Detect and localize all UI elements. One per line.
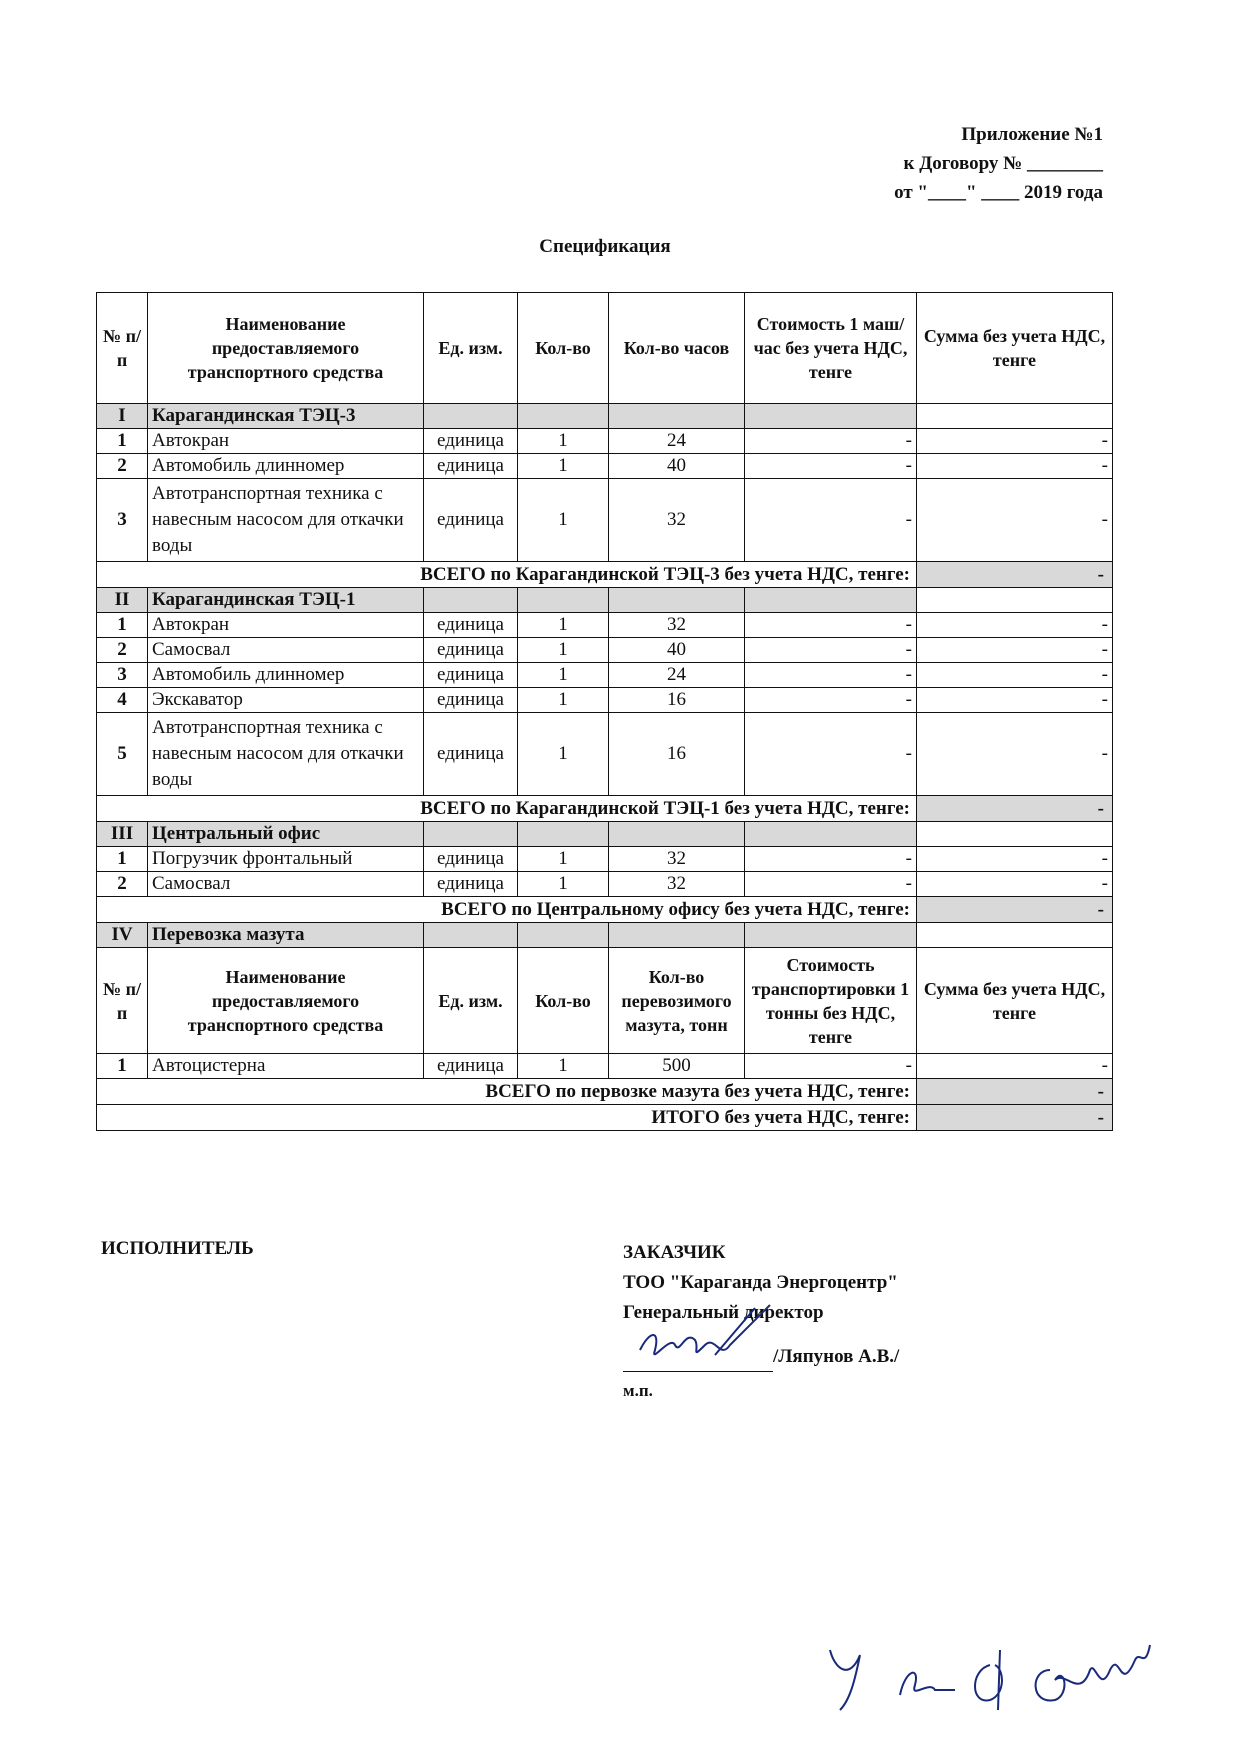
row-cost: - [745,638,917,663]
row-num: 1 [97,613,148,638]
table-row [97,872,1113,897]
section-total-value: - [917,796,1113,822]
appendix-header [894,120,1103,207]
col-header-cost: Стоимость транспортировки 1 тонны без НДС, тенге [745,948,917,1054]
row-sum: - [917,847,1113,872]
section-header-row [97,404,1113,429]
row-hours: 32 [609,847,745,872]
page-initials [820,1610,1180,1720]
row-qty: 1 [518,872,609,897]
grand-total-label: ИТОГО без учета НДС, тенге: [97,1105,917,1131]
section-total-label: ВСЕГО по Карагандинской ТЭЦ-1 без учета НДС, тенге: [97,796,917,822]
row-unit: единица [424,663,518,688]
section-total-value: - [917,562,1113,588]
row-qty: 1 [518,429,609,454]
row-qty: 1 [518,479,609,562]
section-total-label: ВСЕГО по Карагандинской ТЭЦ-3 без учета НДС, тенге: [97,562,917,588]
customer-title: ЗАКАЗЧИК [623,1242,726,1263]
table-row [97,1054,1113,1079]
row-num: 3 [97,663,148,688]
row-unit: единица [424,872,518,897]
row-name: Автокран [148,613,424,638]
row-sum: - [917,454,1113,479]
row-num: 2 [97,638,148,663]
table-row [97,613,1113,638]
row-unit: единица [424,688,518,713]
row-name: Самосвал [148,638,424,663]
section-total-label: ВСЕГО по первозке мазута без учета НДС, тенге: [97,1079,917,1105]
row-hours: 32 [609,613,745,638]
table-row [97,429,1113,454]
col-header-name: Наименование предоставляемого транспортного средства [148,293,424,404]
row-unit: единица [424,613,518,638]
row-sum: - [917,429,1113,454]
customer-organization: ТОО "Караганда Энергоцентр" [623,1272,898,1293]
table-subheader-row [97,948,1113,1054]
grand-total-row [97,1105,1113,1131]
row-name: Погрузчик фронтальный [148,847,424,872]
section-name: Перевозка мазута [148,923,424,948]
row-num: 3 [97,479,148,562]
col-header-sum: Сумма без учета НДС, тенге [917,948,1113,1054]
signatory-name: /Ляпунов А.В./ [773,1346,900,1367]
grand-total-value: - [917,1105,1113,1131]
row-hours: 16 [609,688,745,713]
row-hours: 24 [609,429,745,454]
col-header-num: № п/п [97,293,148,404]
row-unit: единица [424,1054,518,1079]
row-name: Автотранспортная техника с навесным насосом для откачки воды [148,713,424,796]
row-qty: 1 [518,454,609,479]
row-hours: 32 [609,872,745,897]
section-name: Карагандинская ТЭЦ-1 [148,588,424,613]
row-unit: единица [424,847,518,872]
row-sum: - [917,613,1113,638]
section-total-row [97,897,1113,923]
row-num: 5 [97,713,148,796]
section-header-row [97,923,1113,948]
contract-date: от "____" ____ 2019 года [894,182,1103,203]
row-unit: единица [424,638,518,663]
executor-title: ИСПОЛНИТЕЛЬ [101,1238,254,1259]
table-row [97,454,1113,479]
section-total-row [97,1079,1113,1105]
section-total-value: - [917,897,1113,923]
row-cost: - [745,454,917,479]
row-qty: 1 [518,1054,609,1079]
row-unit: единица [424,479,518,562]
table-row [97,713,1113,796]
stamp-place: м.п. [623,1381,653,1400]
row-cost: - [745,479,917,562]
specification-table [96,292,1113,1131]
row-name: Автомобиль длинномер [148,663,424,688]
section-header-row [97,822,1113,847]
row-sum: - [917,479,1113,562]
section-number: I [97,404,148,429]
table-row [97,847,1113,872]
table-row [97,663,1113,688]
row-hours: 16 [609,713,745,796]
appendix-number: Приложение №1 [961,124,1103,145]
section-total-value: - [917,1079,1113,1105]
row-cost: - [745,688,917,713]
row-hours: 24 [609,663,745,688]
row-num: 2 [97,872,148,897]
table-row [97,479,1113,562]
row-cost: - [745,847,917,872]
customer-position: Генеральный директор [623,1302,824,1323]
row-hours: 40 [609,454,745,479]
section-total-row [97,796,1113,822]
row-name: Автотранспортная техника с навесным насосом для откачки воды [148,479,424,562]
col-header-name: Наименование предоставляемого транспортного средства [148,948,424,1054]
table-row [97,638,1113,663]
row-num: 2 [97,454,148,479]
col-header-qty: Кол-во [518,948,609,1054]
row-cost: - [745,429,917,454]
section-number: IV [97,923,148,948]
row-cost: - [745,613,917,638]
row-sum: - [917,638,1113,663]
col-header-num: № п/п [97,948,148,1054]
row-sum: - [917,688,1113,713]
row-qty: 1 [518,688,609,713]
row-name: Автомобиль длинномер [148,454,424,479]
row-sum: - [917,663,1113,688]
col-header-unit: Ед. изм. [424,948,518,1054]
row-qty: 1 [518,638,609,663]
row-unit: единица [424,429,518,454]
col-header-cost: Стоимость 1 маш/час без учета НДС, тенге [745,293,917,404]
col-header-sum: Сумма без учета НДС, тенге [917,293,1113,404]
row-unit: единица [424,713,518,796]
row-qty: 1 [518,713,609,796]
col-header-unit: Ед. изм. [424,293,518,404]
row-num: 4 [97,688,148,713]
contract-reference: к Договору № ________ [903,153,1103,174]
row-name: Автоцистерна [148,1054,424,1079]
col-header-amount: Кол-во перевозимого мазута, тонн [609,948,745,1054]
section-name: Центральный офис [148,822,424,847]
section-number: II [97,588,148,613]
table-row [97,688,1113,713]
row-hours: 40 [609,638,745,663]
row-sum: - [917,872,1113,897]
section-name: Карагандинская ТЭЦ-3 [148,404,424,429]
col-header-qty: Кол-во [518,293,609,404]
row-name: Автокран [148,429,424,454]
row-num: 1 [97,1054,148,1079]
row-num: 1 [97,429,148,454]
section-header-row [97,588,1113,613]
row-cost: - [745,872,917,897]
row-qty: 1 [518,613,609,638]
row-cost: - [745,1054,917,1079]
row-sum: - [917,1054,1113,1079]
row-amount: 500 [609,1054,745,1079]
section-total-label: ВСЕГО по Центральному офису без учета НДС, тенге: [97,897,917,923]
col-header-hours: Кол-во часов [609,293,745,404]
row-sum: - [917,713,1113,796]
row-hours: 32 [609,479,745,562]
row-qty: 1 [518,663,609,688]
section-total-row [97,562,1113,588]
row-unit: единица [424,454,518,479]
document-title: Спецификация [539,236,671,257]
table-header-row [97,293,1113,404]
row-cost: - [745,663,917,688]
row-cost: - [745,713,917,796]
handwritten-signature [620,1300,800,1375]
row-num: 1 [97,847,148,872]
section-number: III [97,822,148,847]
row-qty: 1 [518,847,609,872]
row-name: Экскаватор [148,688,424,713]
row-name: Самосвал [148,872,424,897]
